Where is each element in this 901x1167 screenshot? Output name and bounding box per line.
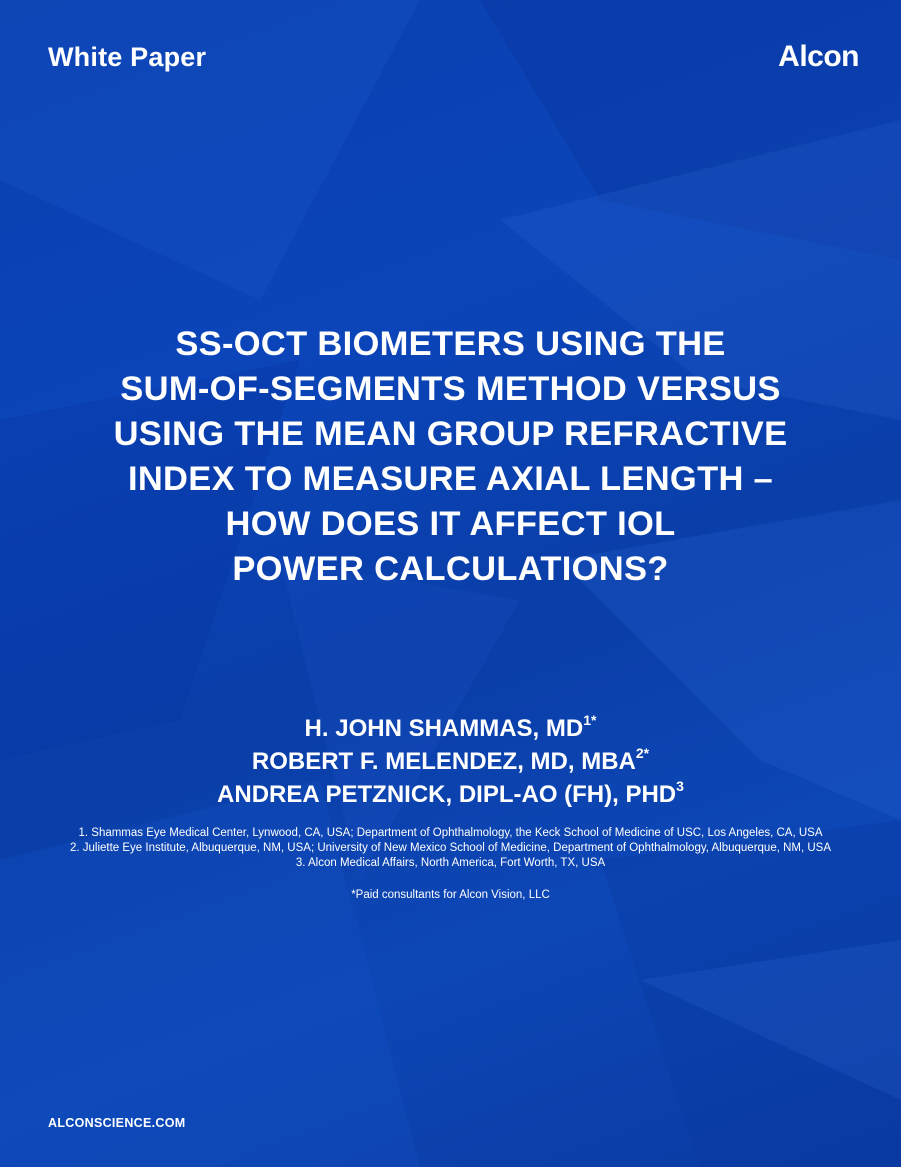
consultant-disclosure: *Paid consultants for Alcon Vision, LLC [351,889,550,901]
author [40,745,861,778]
author-name: ANDREA PETZNICK, DIPL-AO (FH), PHD [217,781,677,808]
author-affiliation-mark: 2* [635,745,650,761]
title-line: SUM-OF-SEGMENTS METHOD VERSUS [120,370,781,408]
author-affiliation-mark: 1* [583,712,597,728]
title-line: HOW DOES IT AFFECT IOL [225,505,676,543]
paper-title [60,322,841,592]
author-name: H. JOHN SHAMMAS, MD [304,715,584,742]
author [40,778,861,811]
affiliation: 1. Shammas Eye Medical Center, Lynwood, CA, USA; Department of Ophthalmology, the Keck School of Medicine of USC, Los Angeles, CA, USA [78,827,823,839]
author-name: ROBERT F. MELENDEZ, MD, MBA [251,748,636,775]
title-line: POWER CALCULATIONS? [232,550,669,588]
author-affiliation-mark: 3 [676,778,684,794]
title-line: USING THE MEAN GROUP REFRACTIVE [113,415,788,453]
alcon-logo: Alcon [778,40,859,73]
website-link[interactable]: ALCONSCIENCE.COM [48,1116,186,1130]
author-list [40,712,861,811]
affiliation-list [20,826,881,871]
document-type-label: White Paper [48,42,207,72]
affiliation: 2. Juliette Eye Institute, Albuquerque, NM, USA; University of New Mexico School of Medicine, Department of Ophthalmology, Albuquerque, NM, USA [69,842,832,854]
title-line: INDEX TO MEASURE AXIAL LENGTH – [127,460,774,498]
affiliation: 3. Alcon Medical Affairs, North America, Fort Worth, TX, USA [295,857,606,869]
title-line: SS-OCT BIOMETERS USING THE [175,325,726,363]
author [40,712,861,745]
